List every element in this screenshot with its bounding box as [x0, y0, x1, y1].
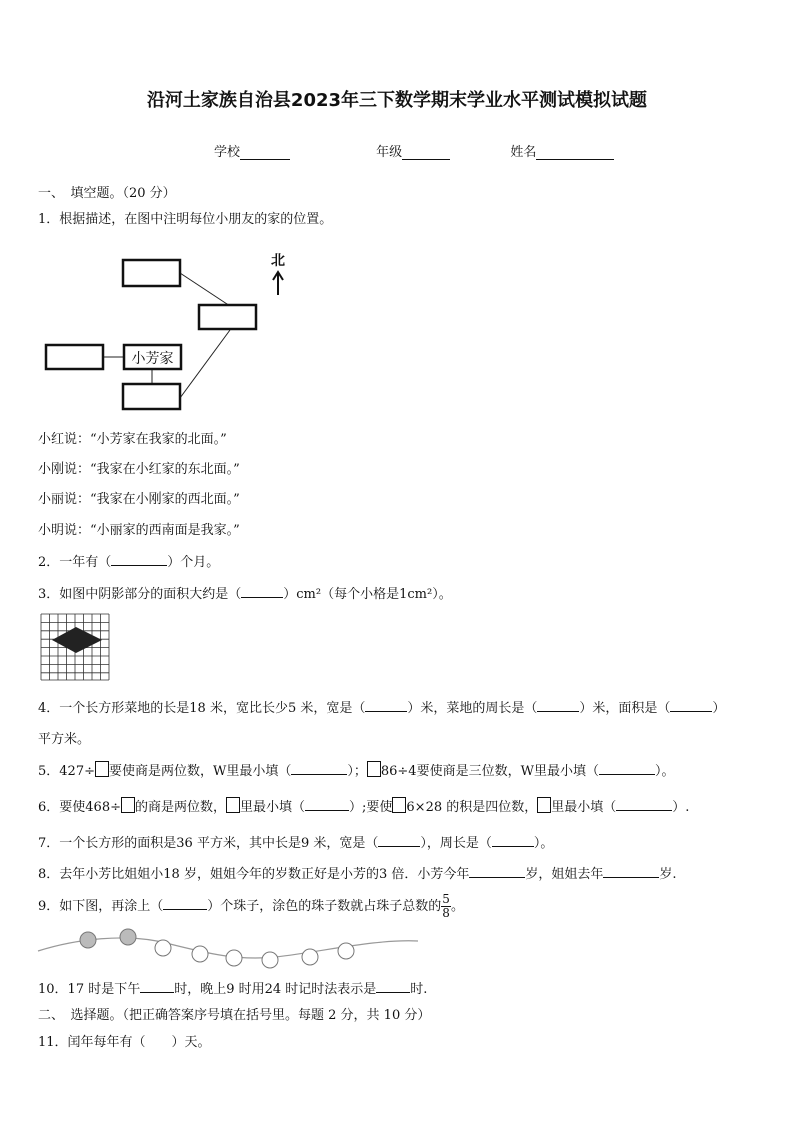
q3-answer-blank[interactable] — [241, 597, 283, 598]
q7-width-blank[interactable] — [378, 846, 420, 847]
q1-statement-3: 小丽说：“我家在小刚家的西北面。” — [38, 492, 240, 507]
bead-shaded — [80, 932, 96, 948]
q6-answer-blank-1[interactable] — [305, 810, 349, 811]
q5-box-2 — [367, 761, 381, 777]
q9-beads-figure — [36, 925, 420, 971]
q6-box-4 — [537, 797, 551, 813]
q1-statement-4: 小明说：“小丽家的西南面是我家。” — [38, 523, 240, 538]
school-field[interactable] — [240, 146, 290, 160]
q3-grid-figure — [40, 613, 110, 681]
q4-width-blank[interactable] — [365, 711, 407, 712]
connector-line — [180, 330, 230, 398]
question-7: 7．一个长方形的面积是36 平方米，其中长是9 米，宽是（ ），周长是（ ）。 — [38, 836, 554, 851]
q5-box-1 — [95, 761, 109, 777]
q6-box-3 — [392, 797, 406, 813]
bead-unshaded[interactable] — [192, 946, 208, 962]
bead-shaded — [120, 929, 136, 945]
question-8: 8．去年小芳比姐姐小18 岁，姐姐今年的岁数正好是小芳的3 倍．小芳今年 岁，姐姐去年 岁. — [38, 867, 677, 882]
question-3: 3．如图中阴影部分的面积大约是（ ）cm²（每个小格是1cm²）。 — [38, 587, 452, 602]
page-title: 沿河土家族自治县2023年三下数学期末学业水平测试模拟试题 — [146, 90, 648, 111]
q8-answer-blank-2[interactable] — [603, 877, 659, 878]
q6-box-2 — [226, 797, 240, 813]
q8-answer-blank-1[interactable] — [469, 877, 525, 878]
question-1: 1．根据描述，在图中注明每位小朋友的家的位置。 — [38, 212, 333, 227]
xiaofang-home-label: 小芳家 — [131, 351, 174, 367]
q4-area-blank[interactable] — [670, 711, 712, 712]
q9-fraction: $\frac{5}{8}$ — [442, 892, 450, 920]
bead-unshaded[interactable] — [226, 950, 242, 966]
school-label: 学校 — [214, 145, 241, 160]
north-label: 北 — [271, 253, 285, 269]
q1-statement-1: 小红说：“小芳家在我家的北面。” — [38, 432, 227, 447]
q2-answer-blank[interactable] — [111, 565, 167, 566]
section-2-heading: 二、 选择题。（把正确答案序号填在括号里。每题 2 分，共 10 分） — [38, 1008, 431, 1023]
name-field[interactable] — [536, 146, 614, 160]
name-label: 姓名 — [510, 145, 537, 160]
q9-answer-blank[interactable] — [163, 909, 207, 910]
question-4: 4．一个长方形菜地的长是18 米，宽比长少5 米，宽是（ ）米，菜地的周长是（ ）米，面积是（ ） — [38, 701, 726, 716]
q5-answer-blank-2[interactable] — [599, 774, 655, 775]
q7-perimeter-blank[interactable] — [492, 846, 534, 847]
student-info-row — [214, 141, 614, 160]
question-9: 9．如下图，再涂上（ ）个珠子，涂色的珠子数就占珠子总数的 $\frac{5}{8}$ 。 — [38, 892, 464, 920]
bead-unshaded[interactable] — [302, 949, 318, 965]
question-4-continued: 平方米。 — [38, 732, 91, 747]
q1-location-diagram — [44, 248, 304, 414]
q5-answer-blank-1[interactable] — [291, 774, 347, 775]
bead-unshaded[interactable] — [262, 952, 278, 968]
question-6: 6．要使468÷ 的商是两位数， 里最小填（ ）;要使 6×28 的积是四位数， 里最小填（ ）. — [38, 796, 689, 815]
question-2: 2．一年有（ ）个月。 — [38, 555, 220, 570]
q6-box-1 — [121, 797, 135, 813]
q10-answer-blank-1[interactable] — [140, 992, 174, 993]
q1-statement-2: 小刚说：“我家在小红家的东北面。” — [38, 462, 240, 477]
house-box-top[interactable] — [123, 260, 180, 286]
q4-perimeter-blank[interactable] — [537, 711, 579, 712]
q6-answer-blank-2[interactable] — [616, 810, 672, 811]
grade-label: 年级 — [376, 145, 403, 160]
house-box-right[interactable] — [199, 305, 256, 329]
question-11: 11．闰年每年有（ ）天。 — [38, 1035, 211, 1050]
q10-answer-blank-2[interactable] — [376, 992, 410, 993]
house-box-bottom[interactable] — [123, 384, 180, 409]
question-10: 10．17 时是下午 时，晚上9 时用24 时记时法表示是 时. — [38, 982, 428, 997]
section-1-heading: 一、 填空题。（20 分） — [38, 186, 176, 201]
grade-field[interactable] — [402, 146, 450, 160]
house-box-left[interactable] — [46, 345, 103, 369]
bead-unshaded[interactable] — [155, 940, 171, 956]
bead-unshaded[interactable] — [338, 943, 354, 959]
question-5: 5．427÷ 要使商是两位数，W里最小填（ ）； 86÷4要使商是三位数，W里最小填（ ）。 — [38, 760, 674, 779]
connector-line — [180, 273, 230, 306]
